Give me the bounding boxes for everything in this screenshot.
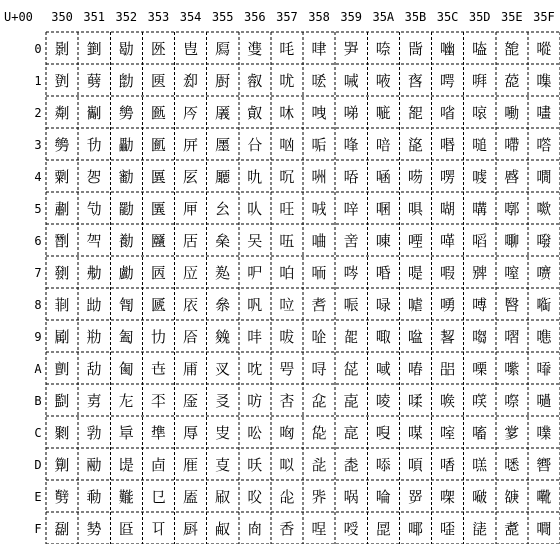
glyph-cell-3567: 㕧 — [247, 264, 263, 282]
column-header: 357 — [276, 10, 298, 24]
glyph-cell-35a7: 㖧 — [375, 264, 391, 282]
glyph-cell-3593: 㖓 — [343, 136, 359, 154]
glyph-cell-35ed: 㗭 — [504, 456, 520, 474]
row-headers — [34, 42, 42, 536]
glyph-cell-35cf: 㗏 — [440, 520, 456, 538]
glyph-cell-3553: 㕓 — [215, 136, 231, 154]
glyph-cell-350d: 㔍 — [54, 456, 70, 474]
glyph-cell-3531: 㔱 — [150, 72, 166, 90]
glyph-cell-3530: 㔰 — [150, 40, 166, 58]
glyph-cell-3508: 㔈 — [54, 296, 70, 314]
glyph-cell-3543: 㕃 — [183, 136, 199, 154]
glyph-cell-35ec: 㗬 — [504, 424, 520, 442]
glyph-cell-3507: 㔇 — [54, 264, 70, 282]
glyph-cell-3535: 㔵 — [150, 200, 166, 218]
glyph-cell-35fe: 㗾 — [536, 488, 552, 506]
glyph-cell-3533: 㔳 — [150, 136, 166, 154]
glyph-cell-3540: 㕀 — [183, 40, 199, 58]
column-header: 35B — [404, 10, 427, 24]
glyph-cell-35ce: 㗎 — [440, 488, 456, 506]
glyph-cell-35be: 㖾 — [407, 488, 423, 506]
glyph-cell-3592: 㖒 — [343, 104, 359, 122]
glyph-cell-35f8: 㗸 — [536, 296, 552, 314]
glyph-cell-3529: 㔩 — [118, 328, 134, 346]
glyph-cell-35b2: 㖲 — [407, 104, 423, 122]
glyph-cell-3591: 㖑 — [343, 72, 359, 90]
column-header: 35F — [533, 10, 555, 24]
glyph-cell-35ac: 㖬 — [375, 424, 391, 442]
glyph-cell-35b1: 㖱 — [407, 72, 423, 90]
row-header: F — [34, 522, 42, 536]
glyph-cell-351a: 㔚 — [86, 360, 102, 378]
glyph-cell-3519: 㔙 — [86, 328, 102, 346]
glyph-cell-35bc: 㖼 — [407, 424, 423, 442]
glyph-cell-3581: 㖁 — [311, 72, 327, 90]
glyph-cell-3579: 㕹 — [279, 328, 295, 346]
row-header: 6 — [34, 234, 42, 248]
glyph-cell-3565: 㕥 — [247, 200, 263, 218]
glyph-cell-3551: 㕑 — [215, 72, 231, 90]
glyph-cell-3512: 㔒 — [86, 104, 102, 122]
glyph-cell-35ba: 㖺 — [407, 360, 423, 378]
glyph-cell-3588: 㖈 — [311, 296, 327, 314]
glyph-cell-35ee: 㗮 — [504, 488, 520, 506]
glyph-cell-35b9: 㖹 — [407, 328, 423, 346]
glyph-cell-354a: 㕊 — [183, 360, 199, 378]
glyph-cell-352d: 㔭 — [118, 456, 134, 474]
column-header: 351 — [83, 10, 106, 24]
glyph-cell-358d: 㖍 — [311, 456, 327, 474]
glyph-cell-3517: 㔗 — [86, 264, 102, 282]
glyph-cell-3500: 㔀 — [54, 40, 70, 58]
glyph-cell-353b: 㔻 — [150, 392, 166, 410]
glyph-cell-359d: 㖝 — [343, 456, 359, 474]
glyph-cell-351b: 㔛 — [86, 392, 102, 410]
glyph-cell-3534: 㔴 — [150, 168, 166, 186]
glyph-cell-35e5: 㗥 — [504, 200, 520, 218]
glyph-cell-3570: 㕰 — [279, 40, 295, 58]
corner-label: U+00 — [4, 10, 33, 24]
glyph-cell-35d4: 㗔 — [472, 168, 488, 186]
glyph-cell-35c2: 㗂 — [440, 104, 456, 122]
glyph-cell-35e7: 㗧 — [504, 264, 520, 282]
column-header: 352 — [115, 10, 138, 24]
glyph-cell-35e6: 㗦 — [504, 232, 520, 250]
glyph-cell-3577: 㕷 — [279, 264, 295, 282]
glyph-cell-357c: 㕼 — [279, 424, 295, 442]
glyph-cell-35f9: 㗹 — [536, 328, 552, 346]
glyph-cell-3538: 㔸 — [150, 296, 166, 314]
glyph-cell-35d3: 㗓 — [472, 136, 488, 154]
glyph-cell-352c: 㔬 — [118, 424, 134, 442]
glyph-cell-3558: 㕘 — [215, 296, 231, 314]
glyph-cell-3502: 㔂 — [54, 104, 70, 122]
glyph-cell-3594: 㖔 — [343, 168, 359, 186]
glyph-cell-3572: 㕲 — [279, 104, 295, 122]
glyph-cell-35d9: 㗙 — [472, 328, 488, 346]
glyph-cell-3554: 㕔 — [215, 168, 231, 186]
glyph-cell-359c: 㖜 — [343, 424, 359, 442]
glyph-cell-35ef: 㗯 — [504, 520, 520, 538]
row-header: E — [34, 490, 42, 504]
glyph-cell-3564: 㕤 — [247, 168, 263, 186]
glyph-cell-3548: 㕈 — [183, 296, 199, 314]
column-header: 35E — [500, 10, 523, 24]
glyph-cell-357a: 㕺 — [279, 360, 295, 378]
glyph-cell-35f6: 㗶 — [536, 232, 552, 250]
glyph-cell-35e8: 㗨 — [504, 296, 520, 314]
glyph-cell-352f: 㔯 — [118, 520, 134, 538]
glyph-cell-3546: 㕆 — [183, 232, 199, 250]
glyph-cell-3587: 㖇 — [311, 264, 327, 282]
glyph-cell-35f5: 㗵 — [536, 200, 552, 218]
glyph-cell-3568: 㕨 — [247, 296, 263, 314]
glyph-cell-35f1: 㗱 — [536, 72, 552, 90]
row-header: 9 — [34, 330, 42, 344]
column-header: 358 — [308, 10, 330, 24]
glyph-cell-35d8: 㗘 — [472, 296, 488, 314]
row-header: 4 — [34, 170, 42, 184]
glyph-cell-35ab: 㖫 — [375, 392, 391, 410]
glyph-cell-350c: 㔌 — [54, 424, 70, 442]
glyph-cell-3557: 㕗 — [215, 264, 231, 282]
row-header: 3 — [34, 138, 42, 152]
glyph-cell-3584: 㖄 — [311, 168, 327, 186]
glyph-cell-3562: 㕢 — [247, 104, 263, 122]
column-header: 35A — [372, 10, 395, 24]
glyph-cell-35d0: 㗐 — [472, 40, 488, 58]
glyph-cell-358f: 㖏 — [311, 520, 327, 538]
glyph-cell-351c: 㔜 — [86, 424, 102, 442]
glyph-cell-3514: 㔔 — [86, 168, 102, 186]
row-header: 8 — [34, 298, 42, 312]
glyph-cell-35dc: 㗜 — [472, 424, 488, 442]
glyph-cell-35eb: 㗫 — [504, 392, 520, 410]
glyph-cell-35c6: 㗆 — [440, 232, 456, 250]
glyph-cell-35b8: 㖸 — [407, 296, 423, 314]
glyph-cell-35a2: 㖢 — [375, 104, 391, 122]
glyph-cell-35bb: 㖻 — [407, 392, 423, 410]
glyph-cell-35e1: 㗡 — [504, 72, 520, 90]
glyph-cell-3522: 㔢 — [118, 104, 134, 122]
column-header: 353 — [147, 10, 170, 24]
glyph-cell-3511: 㔑 — [86, 72, 102, 90]
glyph-cell-3513: 㔓 — [86, 136, 102, 154]
glyph-cell-35e4: 㗤 — [504, 168, 520, 186]
glyph-cell-35fc: 㗼 — [536, 424, 552, 442]
glyph-cell-35e9: 㗩 — [504, 328, 520, 346]
glyph-cell-353d: 㔽 — [150, 456, 166, 474]
glyph-cell-353a: 㔺 — [150, 360, 166, 378]
glyph-cell-3539: 㔹 — [150, 328, 166, 346]
glyph-cell-351e: 㔞 — [86, 488, 102, 506]
glyph-cell-350f: 㔏 — [54, 520, 70, 538]
glyph-cell-3524: 㔤 — [118, 168, 134, 186]
glyph-cell-3575: 㕵 — [279, 200, 295, 218]
glyph-cell-3515: 㔕 — [86, 200, 102, 218]
glyph-cell-355c: 㕜 — [215, 424, 231, 442]
glyph-cell-355f: 㕟 — [215, 520, 231, 538]
glyph-cell-3582: 㖂 — [311, 104, 327, 122]
column-header: 35D — [468, 10, 491, 24]
glyph-cell-35de: 㗞 — [472, 488, 488, 506]
glyph-cell-3556: 㕖 — [215, 232, 231, 250]
glyph-cell-356a: 㕪 — [247, 360, 263, 378]
glyph-cell-35ad: 㖭 — [375, 456, 391, 474]
column-header: 356 — [243, 10, 266, 24]
glyph-cell-358e: 㖎 — [311, 488, 327, 506]
glyph-cell-3547: 㕇 — [183, 264, 199, 282]
glyph-cell-3544: 㕄 — [183, 168, 199, 186]
glyph-cell-35d6: 㗖 — [472, 232, 488, 250]
glyph-cell-357e: 㕾 — [279, 488, 295, 506]
glyph-cell-35b5: 㖵 — [407, 200, 423, 218]
glyph-cell-3505: 㔅 — [54, 200, 70, 218]
glyph-cell-355e: 㕞 — [215, 488, 231, 506]
glyph-cell-35ff: 㗿 — [536, 520, 552, 538]
glyph-cell-351f: 㔟 — [86, 520, 102, 538]
glyph-cell-35f4: 㗴 — [536, 168, 552, 186]
glyph-cell-3561: 㕡 — [247, 72, 263, 90]
glyph-cell-3541: 㕁 — [183, 72, 199, 90]
glyph-cell-3528: 㔨 — [118, 296, 134, 314]
glyph-cell-35a3: 㖣 — [375, 136, 391, 154]
row-header: 5 — [34, 202, 42, 216]
glyph-cell-356e: 㕮 — [247, 488, 263, 506]
glyph-cell-35aa: 㖪 — [375, 360, 391, 378]
glyph-cell-355b: 㕛 — [215, 392, 231, 410]
glyph-cell-35f3: 㗳 — [536, 136, 552, 154]
glyph-cell-35f2: 㗲 — [536, 104, 552, 122]
glyph-cell-3536: 㔶 — [150, 232, 166, 250]
glyph-cell-35c8: 㗈 — [440, 296, 456, 314]
glyph-cell-358c: 㖌 — [311, 424, 327, 442]
glyph-cell-3589: 㖉 — [311, 328, 327, 346]
glyph-cell-35d2: 㗒 — [472, 104, 488, 122]
glyph-cell-3599: 㖙 — [343, 328, 359, 346]
glyph-cell-35fb: 㗻 — [536, 392, 552, 410]
glyph-cell-353e: 㔾 — [150, 488, 166, 506]
glyph-cell-359b: 㖛 — [343, 392, 359, 410]
glyph-cell-3549: 㕉 — [183, 328, 199, 346]
glyph-cell-352b: 㔫 — [118, 392, 134, 410]
glyph-cell-3516: 㔖 — [86, 232, 102, 250]
glyph-cell-35ca: 㗊 — [440, 360, 456, 378]
glyph-cell-3506: 㔆 — [54, 232, 70, 250]
glyph-cell-35a4: 㖤 — [375, 168, 391, 186]
glyph-cell-3576: 㕶 — [279, 232, 295, 250]
glyph-cell-3550: 㕐 — [215, 40, 231, 58]
row-header: 7 — [34, 266, 42, 280]
glyph-cell-35c7: 㗇 — [440, 264, 456, 282]
glyph-cell-3586: 㖆 — [311, 232, 327, 250]
glyph-cell-358b: 㖋 — [311, 392, 327, 410]
glyph-cell-35c5: 㗅 — [440, 200, 456, 218]
glyph-cell-35b4: 㖴 — [407, 168, 423, 186]
glyph-cell-3560: 㕠 — [247, 40, 263, 58]
glyph-cell-35b6: 㖶 — [407, 232, 423, 250]
column-header: 35C — [436, 10, 459, 24]
glyph-cell-35cc: 㗌 — [440, 424, 456, 442]
column-headers — [51, 10, 555, 24]
glyph-cell-351d: 㔝 — [86, 456, 102, 474]
glyph-cell-35b7: 㖷 — [407, 264, 423, 282]
glyph-cell-35d5: 㗕 — [472, 200, 488, 218]
glyph-cell-35e0: 㗠 — [504, 40, 520, 58]
glyph-cell-3583: 㖃 — [311, 136, 327, 154]
glyph-cell-357b: 㕻 — [279, 392, 295, 410]
glyph-cell-355d: 㕝 — [215, 456, 231, 474]
glyph-cell-3504: 㔄 — [54, 168, 70, 186]
glyph-cell-3523: 㔣 — [118, 136, 134, 154]
glyph-cell-35cd: 㗍 — [440, 456, 456, 474]
glyph-cell-353c: 㔼 — [150, 424, 166, 442]
glyph-cell-35c0: 㗀 — [440, 40, 456, 58]
glyph-cell-3537: 㔷 — [150, 264, 166, 282]
glyph-cell-3542: 㕂 — [183, 104, 199, 122]
row-header: D — [34, 458, 42, 472]
glyph-cell-35a5: 㖥 — [375, 200, 391, 218]
row-header: 2 — [34, 106, 42, 120]
glyph-cell-3510: 㔐 — [86, 40, 102, 58]
glyph-cell-35c1: 㗁 — [440, 72, 456, 90]
glyph-cell-3520: 㔠 — [118, 40, 134, 58]
glyph-cell-354b: 㕋 — [183, 392, 199, 410]
column-header: 350 — [51, 10, 73, 24]
glyph-cell-35b0: 㖰 — [407, 40, 423, 58]
glyph-cell-35e3: 㗣 — [504, 136, 520, 154]
glyph-cell-3571: 㕱 — [279, 72, 295, 90]
glyph-cell-3574: 㕴 — [279, 168, 295, 186]
glyph-cell-3578: 㕸 — [279, 296, 295, 314]
glyph-cell-35d1: 㗑 — [472, 72, 488, 90]
glyph-cell-35e2: 㗢 — [504, 104, 520, 122]
glyph-cell-357d: 㕽 — [279, 456, 295, 474]
glyph-cell-3555: 㕕 — [215, 200, 231, 218]
glyph-cell-3545: 㕅 — [183, 200, 199, 218]
glyph-cell-35a9: 㖩 — [375, 328, 391, 346]
glyph-cell-352a: 㔪 — [118, 360, 134, 378]
glyph-cell-358a: 㖊 — [311, 360, 327, 378]
glyph-cell-354f: 㕏 — [183, 520, 199, 538]
row-header: 0 — [34, 42, 42, 56]
glyph-cell-3532: 㔲 — [150, 104, 166, 122]
glyph-cell-356b: 㕫 — [247, 392, 263, 410]
glyph-cell-35a6: 㖦 — [375, 232, 391, 250]
glyph-cell-3597: 㖗 — [343, 264, 359, 282]
column-header: 355 — [211, 10, 234, 24]
glyph-cell-3559: 㕙 — [215, 328, 231, 346]
glyph-cell-354e: 㕎 — [183, 488, 199, 506]
glyph-cell-35fd: 㗽 — [536, 456, 552, 474]
glyph-cell-35f7: 㗷 — [536, 264, 552, 282]
glyph-cell-35bd: 㖽 — [407, 456, 423, 474]
glyph-cell-3518: 㔘 — [86, 296, 102, 314]
glyph-cell-3598: 㖘 — [343, 296, 359, 314]
row-header: 1 — [34, 74, 42, 88]
glyph-cell-3552: 㕒 — [215, 104, 231, 122]
glyph-cell-3566: 㕦 — [247, 232, 263, 250]
column-header: 354 — [179, 10, 202, 24]
glyph-cell-354d: 㕍 — [183, 456, 199, 474]
glyph-cell-3580: 㖀 — [311, 40, 327, 58]
glyph-cell-35fa: 㗺 — [536, 360, 552, 378]
glyph-cell-35a0: 㖠 — [375, 40, 391, 58]
glyph-cell-350a: 㔊 — [54, 360, 70, 378]
glyph-cell-359a: 㖚 — [343, 360, 359, 378]
glyph-cell-35d7: 㗗 — [472, 264, 488, 282]
glyph-cell-35ae: 㖮 — [375, 488, 391, 506]
glyph-cell-3527: 㔧 — [118, 264, 134, 282]
glyph-cell-35db: 㗛 — [472, 392, 488, 410]
glyph-cell-35b3: 㖳 — [407, 136, 423, 154]
glyph-cell-354c: 㕌 — [183, 424, 199, 442]
glyph-cell-353f: 㔿 — [150, 520, 166, 538]
glyph-cell-35ea: 㗪 — [504, 360, 520, 378]
glyph-cell-3525: 㔥 — [118, 200, 134, 218]
glyph-cell-3595: 㖕 — [343, 200, 359, 218]
glyph-cell-35a1: 㖡 — [375, 72, 391, 90]
row-header: A — [34, 362, 42, 376]
glyph-cell-35c3: 㗃 — [440, 136, 456, 154]
glyph-cell-3501: 㔁 — [54, 72, 70, 90]
glyph-cell-355a: 㕚 — [215, 360, 231, 378]
glyph-cell-357f: 㕿 — [279, 520, 295, 538]
glyph-cell-356c: 㕬 — [247, 424, 263, 442]
glyph-cell-35f0: 㗰 — [536, 40, 552, 58]
glyph-cell-359f: 㖟 — [343, 520, 359, 538]
glyph-cell-3569: 㕩 — [247, 328, 263, 346]
glyph-cell-35df: 㗟 — [472, 520, 488, 538]
glyph-cell-350e: 㔎 — [54, 488, 70, 506]
glyph-cell-3590: 㖐 — [343, 40, 359, 58]
glyph-cell-35c4: 㗄 — [440, 168, 456, 186]
glyph-cell-3585: 㖅 — [311, 200, 327, 218]
glyph-cell-35dd: 㗝 — [472, 456, 488, 474]
glyph-cell-356f: 㕯 — [247, 520, 263, 538]
glyph-cell-3596: 㖖 — [343, 232, 359, 250]
row-header: C — [34, 426, 42, 440]
glyph-cell-35bf: 㖿 — [407, 520, 423, 538]
glyph-cell-3573: 㕳 — [279, 136, 295, 154]
glyph-cell-3503: 㔃 — [54, 136, 70, 154]
glyph-cell-3521: 㔡 — [118, 72, 134, 90]
column-header: 359 — [340, 10, 363, 24]
glyph-cell-3509: 㔉 — [54, 328, 70, 346]
glyph-cell-3563: 㕣 — [247, 136, 263, 154]
glyph-cell-352e: 㔮 — [118, 488, 134, 506]
glyph-cell-35a8: 㖨 — [375, 296, 391, 314]
glyph-cell-356d: 㕭 — [247, 456, 263, 474]
glyph-cell-359e: 㖞 — [343, 488, 359, 506]
glyph-cell-350b: 㔋 — [54, 392, 70, 410]
row-header: B — [34, 394, 42, 408]
glyph-cell-35da: 㗚 — [472, 360, 488, 378]
glyph-cell-35af: 㖯 — [375, 520, 391, 538]
glyph-cell-3526: 㔦 — [118, 232, 134, 250]
glyph-cell-35cb: 㗋 — [440, 392, 456, 410]
glyph-cell-35c9: 㗉 — [440, 328, 456, 346]
